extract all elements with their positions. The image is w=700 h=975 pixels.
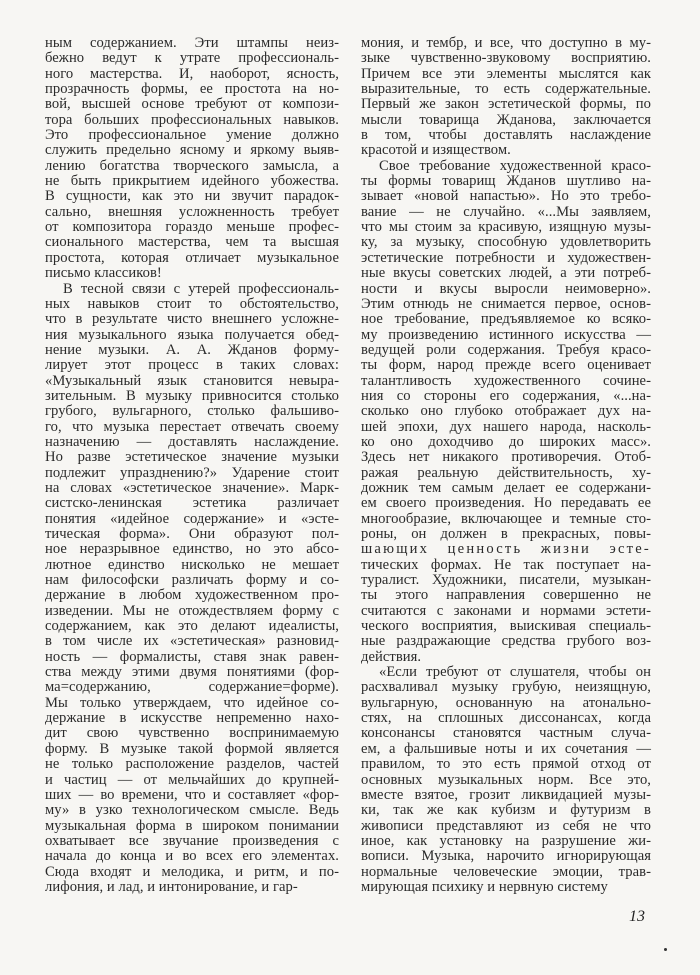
text-line: лению богатства творческого замысла, а: [45, 157, 339, 174]
text-line: го, что музыка перестает отвечать своему: [45, 418, 339, 435]
text-line: нам философски различать форму и со-: [45, 572, 339, 589]
text-line: сколько оно глубоко отображает дух на-: [361, 403, 651, 420]
text-line: «Музыкальный язык становится невыра-: [45, 372, 339, 389]
text-line: консонансы становятся частным случа-: [361, 725, 651, 742]
text-line: сионального мастерства, чем та высшая: [45, 234, 339, 251]
text-line: ших — во времени, что и составляет «фор-: [45, 786, 339, 803]
text-line: выразительные, то есть содержательные.: [361, 81, 651, 98]
text-line: ем своего произведения. Но передавать ее: [361, 495, 651, 512]
text-line: ты этого направления совершенно не: [361, 587, 651, 604]
text-line: содержанием, как это делают идеалисты,: [45, 618, 339, 635]
text-line: вульгарную, основанную на атонально-: [361, 694, 651, 711]
text-line: роны, он должен в прекрасных, повы-: [361, 526, 651, 542]
text-line: шей эпохи, дух нашего народа, насколь-: [361, 418, 651, 435]
text-line: Сюда входят и мелодика, и ритм, и по-: [45, 863, 339, 880]
text-line: мысли товарища Жданова, заключается: [361, 111, 651, 128]
text-line: ных навыков стоит то обстоятельство,: [45, 295, 339, 312]
text-line: стях, на сплошных диссонансах, когда: [361, 710, 651, 727]
text-line: понятия «идейное содержание» и «эсте-: [45, 510, 339, 527]
text-line: тора больших профессиональных навыков.: [45, 111, 339, 128]
print-speck: [664, 948, 667, 951]
text-line: лютное единство нисколько не мешает: [45, 556, 339, 573]
text-line: нормальные человеческие эмоции, трав-: [361, 863, 651, 880]
text-line: на словах «эстетическое значение». Марк-: [45, 479, 339, 496]
text-line: ного мастерства. И, наоборот, ясность,: [45, 65, 339, 82]
text-line: Свое требование художественной красо-: [379, 157, 651, 174]
text-line: дит свою чувственно воспринимаемую: [45, 725, 339, 742]
text-line: му» в узко технологическом смысле. Ведь: [45, 802, 339, 819]
text-line: ведущей роли содержания. Требуя красо-: [361, 341, 651, 358]
text-line: шающих ценность жизни эсте-: [361, 541, 651, 558]
text-line: ным содержанием. Эти штампы неиз-: [45, 35, 339, 51]
text-line: ности и вкусы выросли неимоверно».: [361, 280, 651, 297]
text-line: от композитора гораздо меньше профес-: [45, 219, 339, 236]
text-line: «Если требуют от слушателя, чтобы он: [379, 664, 651, 681]
text-line: лифония, и лад, и интонирование, и гар-: [45, 878, 298, 895]
text-line: зывает «новой напастью». Но это требо-: [361, 188, 651, 205]
text-line: Первый же закон эстетической формы, по: [361, 96, 651, 113]
text-line: грубого, вульгарного, столько фальшиво-: [45, 403, 339, 420]
text-line: ем, а фальшивые ноты и их сочетания —: [361, 740, 651, 757]
text-line: ко оно доходчиво до широких масс».: [361, 433, 651, 450]
text-line: Мы только утверждаем, что идейное со-: [45, 694, 339, 711]
text-line: эстетические потребности и художествен-: [361, 249, 651, 266]
text-line: что в результате чисто внешнего усложне-: [45, 311, 339, 328]
text-line: в том, чтобы доставлять наслаждение: [361, 127, 651, 144]
text-line: прозрачность формы, ее простота на но-: [45, 81, 339, 98]
text-line: действия.: [361, 648, 422, 665]
text-line: начала до конца и во всех его элементах.: [45, 848, 339, 865]
text-line: Причем все эти элементы мыслятся как: [361, 65, 651, 82]
text-line: туралист. Художники, писатели, музыкан-: [361, 572, 651, 589]
text-line: расхваливал музыку грубую, неизящную,: [361, 679, 651, 696]
text-line: красотой и изяществом.: [361, 142, 511, 159]
text-line: бежно ведут к утрате профессиональ-: [45, 50, 339, 67]
text-line: правилом, то это есть прямой отход от: [361, 756, 651, 773]
text-line: ния музыкального языка получается обед-: [45, 326, 339, 343]
text-line: лирует этот процесс в таких словах:: [45, 357, 339, 374]
text-line: служить предельно ясному и яркому выяв-: [45, 142, 339, 159]
text-line: основных музыкальных норм. Все это,: [361, 771, 651, 788]
text-line: держание в искусстве непременно нахо-: [45, 710, 339, 727]
text-line: ческого восприятия, выискивая специаль-: [361, 618, 651, 635]
text-line: ражая реальную действительность, ху-: [361, 464, 651, 481]
text-line: ность — формалисты, ставя знак равен-: [45, 648, 339, 665]
text-line: вание — не случайно. «...Мы заявляем,: [361, 203, 651, 220]
text-line: и частиц — от мельчайших до крупней-: [45, 771, 339, 788]
text-line: вместе взятое, грозит ликвидацией музы-: [361, 786, 651, 803]
text-line: ма=содержанию, содержание=форме).: [45, 679, 339, 696]
text-line: мония, и тембр, и все, что доступно в му-: [361, 35, 651, 51]
text-line: многообразие, включающее и темные сто-: [361, 510, 651, 527]
text-line: вой, высшей основе требуют от компози-: [45, 96, 339, 113]
right-column: [361, 36, 651, 895]
text-line: Но разве эстетическое значение музыки: [45, 449, 339, 466]
text-line: вописи. Музыка, нарочито игнорирующая: [361, 848, 651, 865]
left-column: [45, 36, 339, 895]
text-line: простота, которая отличает музыкальное: [45, 249, 339, 266]
page-number: 13: [629, 908, 645, 925]
text-line: ные раздражающие средства грубого воз-: [361, 633, 651, 650]
text-line: держание в любом художественном про-: [45, 587, 339, 604]
text-line: назначению — доставлять наслаждение.: [45, 433, 339, 450]
text-line: ства между этими двумя понятиями (фор-: [45, 664, 339, 681]
text-line: В тесной связи с утерей профессиональ-: [63, 280, 339, 297]
text-line: сально, внешняя усложненность требует: [45, 203, 339, 220]
text-line: считаются с законами и нормами эстети-: [361, 602, 651, 619]
text-line: тическая форма». Они образуют пол-: [45, 526, 339, 542]
text-line: нение музыки. А. А. Жданов форму-: [45, 341, 339, 358]
text-line: В сущности, как это ни звучит парадок-: [45, 188, 339, 205]
text-line: му произведению истинного искусства —: [361, 326, 651, 343]
text-line: дожник тем самым делает ее содержани-: [361, 479, 651, 496]
text-line: ное требование, предъявляемое ко всяко-: [361, 311, 651, 328]
text-line: ния со стороны его содержания, «...на-: [361, 387, 651, 404]
text-line: Здесь нет никакого противоречия. Отоб-: [361, 449, 651, 466]
text-line: ты формы товарищ Жданов шутливо на-: [361, 173, 651, 190]
text-line: письмо классиков!: [45, 265, 162, 282]
text-line: иное, как установку на разрушение жи-: [361, 832, 651, 849]
text-line: форму. В музыке такой формой является: [45, 740, 339, 757]
text-line: талантливость художественного сочине-: [361, 372, 651, 389]
text-line: охватывает все звучание произведения с: [45, 832, 339, 849]
text-line: подлежит упразднению?» Ударение стоит: [45, 464, 339, 481]
text-line: ку, за музыку, способную удовлетворить: [361, 234, 651, 251]
text-line: что мы стоим за красивую, изящную музы-: [361, 219, 651, 236]
text-line: ты форм, народ прежде всего оценивает: [361, 357, 651, 374]
text-line: мирующая психику и нервную систему: [361, 878, 608, 895]
text-line: музыкальная форма в широком понимании: [45, 817, 339, 834]
text-line: зительным. В музыку привносится столько: [45, 387, 339, 404]
text-line: ки, так же как кубизм и футуризм в: [361, 802, 651, 819]
text-line: зыке чувственно-звуковому восприятию.: [361, 50, 651, 67]
text-line: систско-ленинская эстетика различает: [45, 495, 339, 512]
text-line: живописи представляют из себя не что: [361, 817, 651, 834]
text-line: ные вкусы советских людей, а эти потреб-: [361, 265, 651, 282]
text-line: не только расположение разделов, частей: [45, 756, 339, 773]
text-line: ное неразрывное единство, но это абсо-: [45, 541, 339, 558]
text-line: в том числе их «эстетическая» разновид-: [45, 633, 339, 650]
text-line: не быть прикрытием идейного убожества.: [45, 173, 339, 190]
text-line: Этим отнюдь не снимается первое, основ-: [361, 295, 651, 312]
text-line: тических формах. Не так поступает на-: [361, 556, 651, 573]
text-line: изведении. Мы не отождествляем форму с: [45, 602, 339, 619]
text-line: Это профессиональное умение должно: [45, 127, 339, 144]
